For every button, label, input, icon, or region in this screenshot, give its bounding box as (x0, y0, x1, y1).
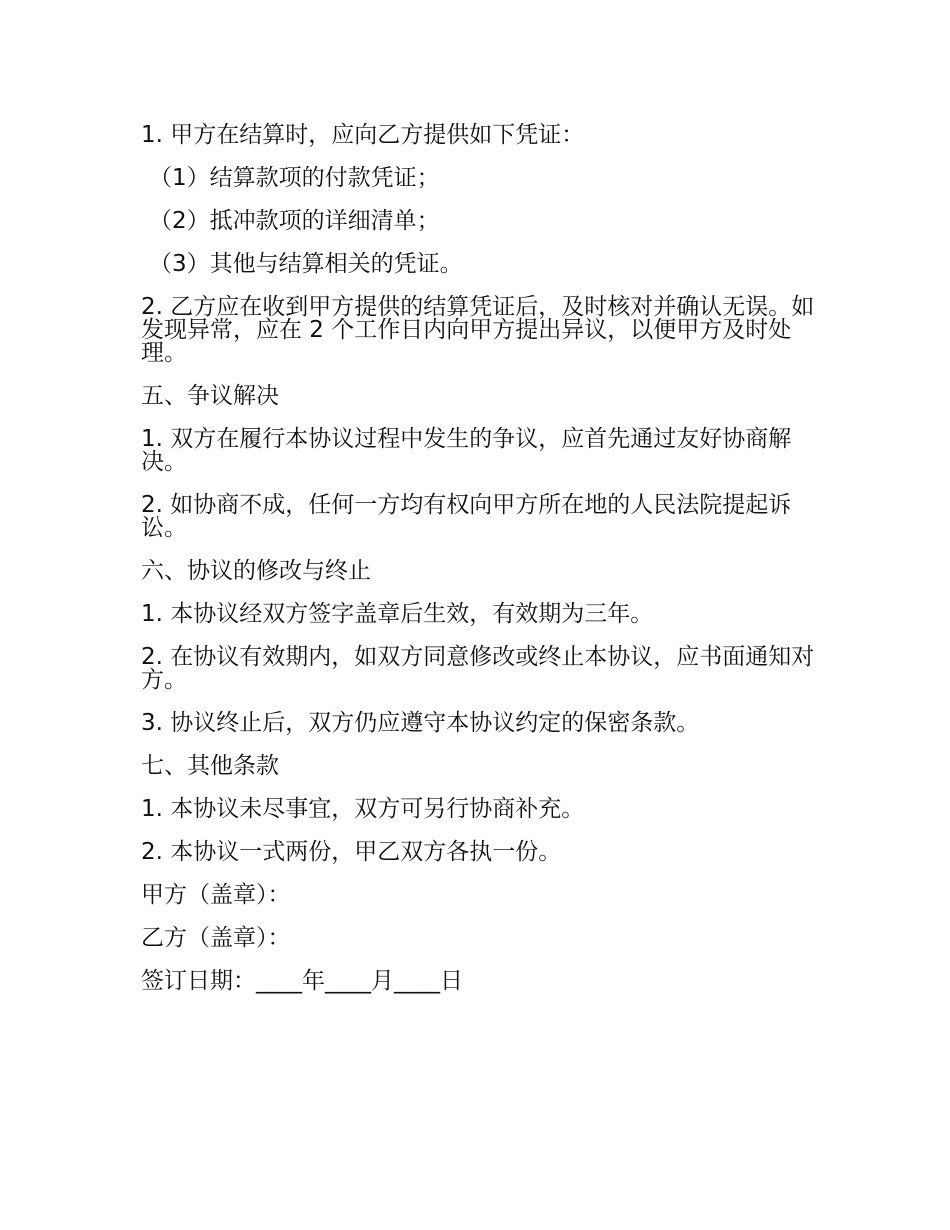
party-b-seal-line: 乙方（盖章）： (141, 925, 291, 951)
other-clause-2: 2. 本协议一式两份，甲乙双方各执一份。 (141, 839, 562, 865)
other-clause-1: 1. 本协议未尽事宜，双方可另行协商补充。 (141, 796, 585, 822)
document-body (141, 124, 816, 1013)
modification-clause-1: 1. 本协议经双方签字盖章后生效，有效期为三年。 (141, 601, 654, 627)
section-heading-dispute: 五、争议解决 (141, 383, 279, 409)
settlement-voucher-clause: 1. 甲方在结算时，应向乙方提供如下凭证： (141, 122, 585, 148)
modification-clause-2: 2. 在协议有效期内，如双方同意修改或终止本协议，应书面通知对方。 (141, 644, 815, 693)
party-a-seal-line: 甲方（盖章）： (141, 882, 291, 908)
dispute-clause-1: 1. 双方在履行本协议过程中发生的争议，应首先通过友好协商解决。 (141, 426, 792, 475)
section-heading-other: 七、其他条款 (141, 753, 279, 779)
signing-date-line: 签订日期：____年____月____日 (141, 968, 463, 994)
dispute-clause-2: 2. 如协商不成，任何一方均有权向甲方所在地的人民法院提起诉讼。 (141, 492, 792, 541)
section-heading-modification: 六、协议的修改与终止 (141, 558, 371, 584)
modification-clause-3: 3. 协议终止后，双方仍应遵守本协议约定的保密条款。 (141, 710, 700, 736)
verification-clause: 2. 乙方应在收到甲方提供的结算凭证后，及时核对并确认无误。如发现异常，应在 2 个工作日内向甲方提出异议，以便甲方及时处理。 (141, 294, 815, 366)
voucher-item-1: （1）结算款项的付款凭证； (149, 165, 440, 191)
voucher-item-3: （3）其他与结算相关的凭证。 (149, 251, 463, 277)
voucher-item-2: （2）抵冲款项的详细清单； (149, 208, 440, 234)
